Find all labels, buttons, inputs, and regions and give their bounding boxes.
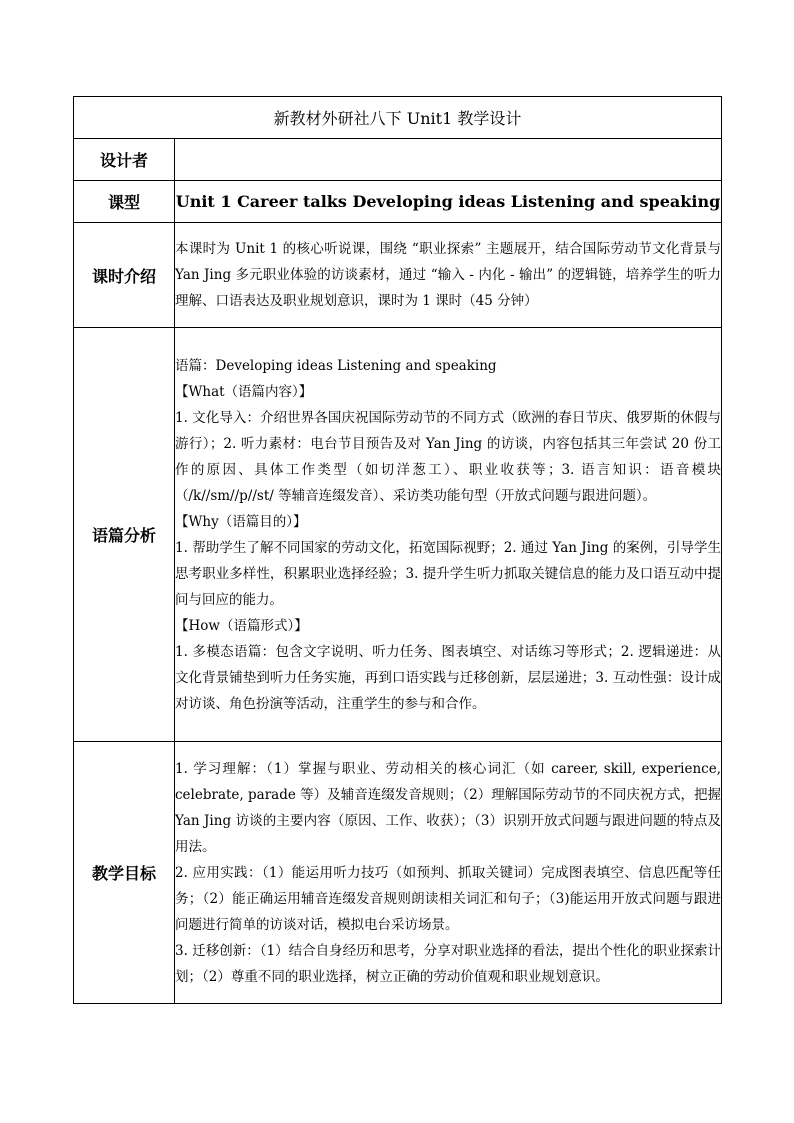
objectives-row (74, 742, 722, 1004)
what-heading: 【What（语篇内容）】 (175, 383, 313, 400)
lesson-type-value: Unit 1 Career talks Developing ideas Listening and speaking (175, 181, 722, 223)
intro-row (74, 223, 722, 328)
why-heading: 【Why（语篇目的）】 (175, 513, 307, 530)
objective-learning: 1. 学习理解：（1）掌握与职业、劳动相关的核心词汇（如 career, skill, experience, celebrate, parade 等）及辅音连缀发音规则；（2）理解国际劳动节的不同庆祝方式，把握 Yan Jing 访谈的主要内容（原因、工作、收获）；（3）识别开放式问题与跟进问题的特点及用法。 (175, 760, 722, 855)
how-heading: 【How（语篇形式）】 (175, 617, 308, 634)
analysis-label: 语篇分析 (74, 328, 175, 742)
intro-label: 课时介绍 (74, 223, 175, 328)
analysis-content (175, 328, 722, 742)
designer-label: 设计者 (74, 139, 175, 181)
objective-transfer: 3. 迁移创新：（1）结合自身经历和思考，分享对职业选择的看法，提出个性化的职业探索计划；（2）尊重不同的职业选择，树立正确的劳动价值观和职业规划意识。 (175, 942, 722, 985)
what-text: 1. 文化导入：介绍世界各国庆祝国际劳动节的不同方式（欧洲的春日节庆、俄罗斯的休假与游行）；2. 听力素材：电台节目预告及对 Yan Jing 的访谈，内容包括其三年尝试 20 份工作的原因、具体工作类型（如切洋葱工）、职业收获等；3. 语言知识：语音模块（/k//sm//p//st/ 等辅音连缀发音）、采访类功能句型（开放式问题与跟进问题）。 (175, 409, 722, 504)
analysis-row (74, 328, 722, 742)
objectives-content (175, 742, 722, 1004)
analysis-text-title: 语篇：Developing ideas Listening and speaking (175, 357, 497, 374)
designer-value (175, 139, 722, 181)
title-row (74, 97, 722, 139)
objectives-label: 教学目标 (74, 742, 175, 1004)
lesson-type-row (74, 181, 722, 223)
why-text: 1. 帮助学生了解不同国家的劳动文化，拓宽国际视野；2. 通过 Yan Jing 的案例，引导学生思考职业多样性，积累职业选择经验；3. 提升学生听力抓取关键信息的能力及口语互动中提问与回应的能力。 (175, 539, 722, 608)
objective-application: 2. 应用实践：（1）能运用听力技巧（如预判、抓取关键词）完成图表填空、信息匹配等任务；（2）能正确运用辅音连缀发音规则朗读相关词汇和句子；（3)能运用开放式问题与跟进问题进行简单的访谈对话，模拟电台采访场景。 (175, 864, 722, 933)
intro-text: 本课时为 Unit 1 的核心听说课，围绕 “职业探索” 主题展开，结合国际劳动节文化背景与 Yan Jing 多元职业体验的访谈素材，通过 “输入 - 内化 - 输出” 的逻辑链，培养学生的听力理解、口语表达及职业规划意识，课时为 1 课时（45 分钟） (175, 223, 722, 328)
lesson-plan-table (73, 96, 722, 1004)
how-text: 1. 多模态语篇：包含文字说明、听力任务、图表填空、对话练习等形式；2. 逻辑递进：从文化背景铺垫到听力任务实施，再到口语实践与迁移创新，层层递进；3. 互动性强：设计成对访谈、角色扮演等活动，注重学生的参与和合作。 (175, 643, 722, 712)
document-title: 新教材外研社八下 Unit1 教学设计 (74, 97, 722, 139)
lesson-type-label: 课型 (74, 181, 175, 223)
designer-row (74, 139, 722, 181)
